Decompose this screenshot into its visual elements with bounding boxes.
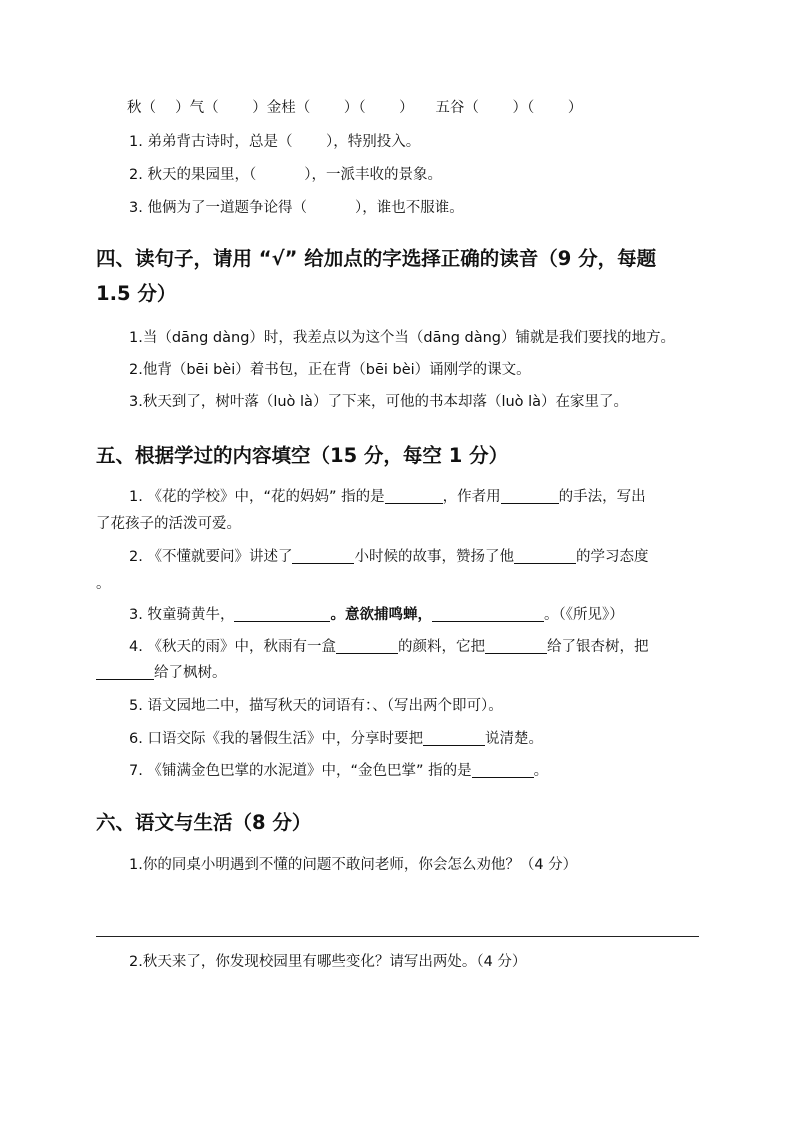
question-4-1: 1.当（dāng dàng）时，我差点以为这个当（dāng dàng）铺就是我们要找的地方。	[129, 330, 675, 346]
text: 7. 《铺满金色巴掌的水泥道》中，“金色巴掌” 指的是	[129, 763, 472, 779]
text: 说清楚。	[484, 731, 543, 747]
section-4-heading-line1: 四、读句子，请用 “√” 给加点的字选择正确的读音（9 分，每题	[96, 247, 657, 270]
answer-blank[interactable]	[234, 605, 330, 622]
answer-line[interactable]	[96, 936, 699, 937]
text: 小时候的故事，赞扬了他	[354, 549, 514, 565]
text: 。意欲捕鸣蝉，	[330, 607, 432, 623]
text: 3. 牧童骑黄牛，	[129, 607, 235, 623]
question-3-2: 2. 秋天的果园里，（ ），一派丰收的景象。	[129, 167, 443, 183]
question-5-1	[129, 485, 646, 506]
word-blanks-row: 秋（ ）气（ ）金桂（ ）（ ） 五谷（ ）（ ）	[127, 100, 583, 116]
question-4-2: 2.他背（bēi bèi）着书包，正在背（bēi bèi）诵刚学的课文。	[129, 362, 531, 378]
text: ，作者用	[442, 489, 501, 505]
question-5-7	[129, 759, 548, 780]
text: 6. 口语交际《我的暑假生活》中，分享时要把	[129, 731, 423, 747]
question-4-3: 3.秋天到了，树叶落（luò là）了下来，可他的书本却落（luò là）在家里了。	[129, 394, 629, 410]
answer-blank[interactable]	[432, 605, 544, 622]
question-3-3: 3. 他俩为了一道题争论得（ ），谁也不服谁。	[129, 200, 464, 216]
text: 的手法，写出	[558, 489, 646, 505]
section-4-heading-line2: 1.5 分）	[96, 282, 177, 305]
answer-blank[interactable]	[472, 761, 534, 778]
text: 。	[533, 763, 549, 779]
answer-blank[interactable]	[336, 637, 398, 654]
question-6-2: 2.秋天来了，你发现校园里有哪些变化？请写出两处。（4 分）	[129, 954, 527, 970]
question-6-1: 1.你的同桌小明遇到不懂的问题不敢问老师，你会怎么劝他？（4 分）	[129, 857, 578, 873]
answer-blank[interactable]	[423, 729, 485, 746]
text: 4. 《秋天的雨》中，秋雨有一盒	[129, 639, 336, 655]
section-6-heading: 六、语文与生活（8 分）	[96, 811, 312, 834]
question-5-6	[129, 727, 543, 748]
text: 给了银杏树，把	[546, 639, 649, 655]
text: 。（《所见》）	[543, 607, 624, 623]
answer-blank[interactable]	[514, 547, 576, 564]
question-5-5: 5. 语文园地二中，描写秋天的词语有：、（写出两个即可）。	[129, 698, 503, 714]
question-5-4	[129, 635, 648, 656]
question-5-1-continued: 了花孩子的活泼可爱。	[96, 516, 241, 532]
question-5-2	[129, 545, 648, 566]
text: 的颜料，它把	[397, 639, 485, 655]
text: 给了枫树。	[154, 665, 227, 681]
question-5-2-continued: 。	[96, 576, 111, 592]
text: 的学习态度	[575, 549, 649, 565]
section-5-heading: 五、根据学过的内容填空（15 分，每空 1 分）	[96, 444, 509, 467]
answer-blank[interactable]	[96, 663, 154, 680]
answer-blank[interactable]	[501, 487, 559, 504]
answer-blank[interactable]	[385, 487, 443, 504]
answer-blank[interactable]	[292, 547, 354, 564]
question-5-3	[129, 603, 624, 624]
question-3-1: 1. 弟弟背古诗时，总是（ ），特别投入。	[129, 134, 421, 150]
text: 2. 《不懂就要问》讲述了	[129, 549, 293, 565]
text: 1. 《花的学校》中，“花的妈妈” 指的是	[129, 489, 385, 505]
answer-blank[interactable]	[485, 637, 547, 654]
question-5-4-continued	[96, 661, 227, 682]
